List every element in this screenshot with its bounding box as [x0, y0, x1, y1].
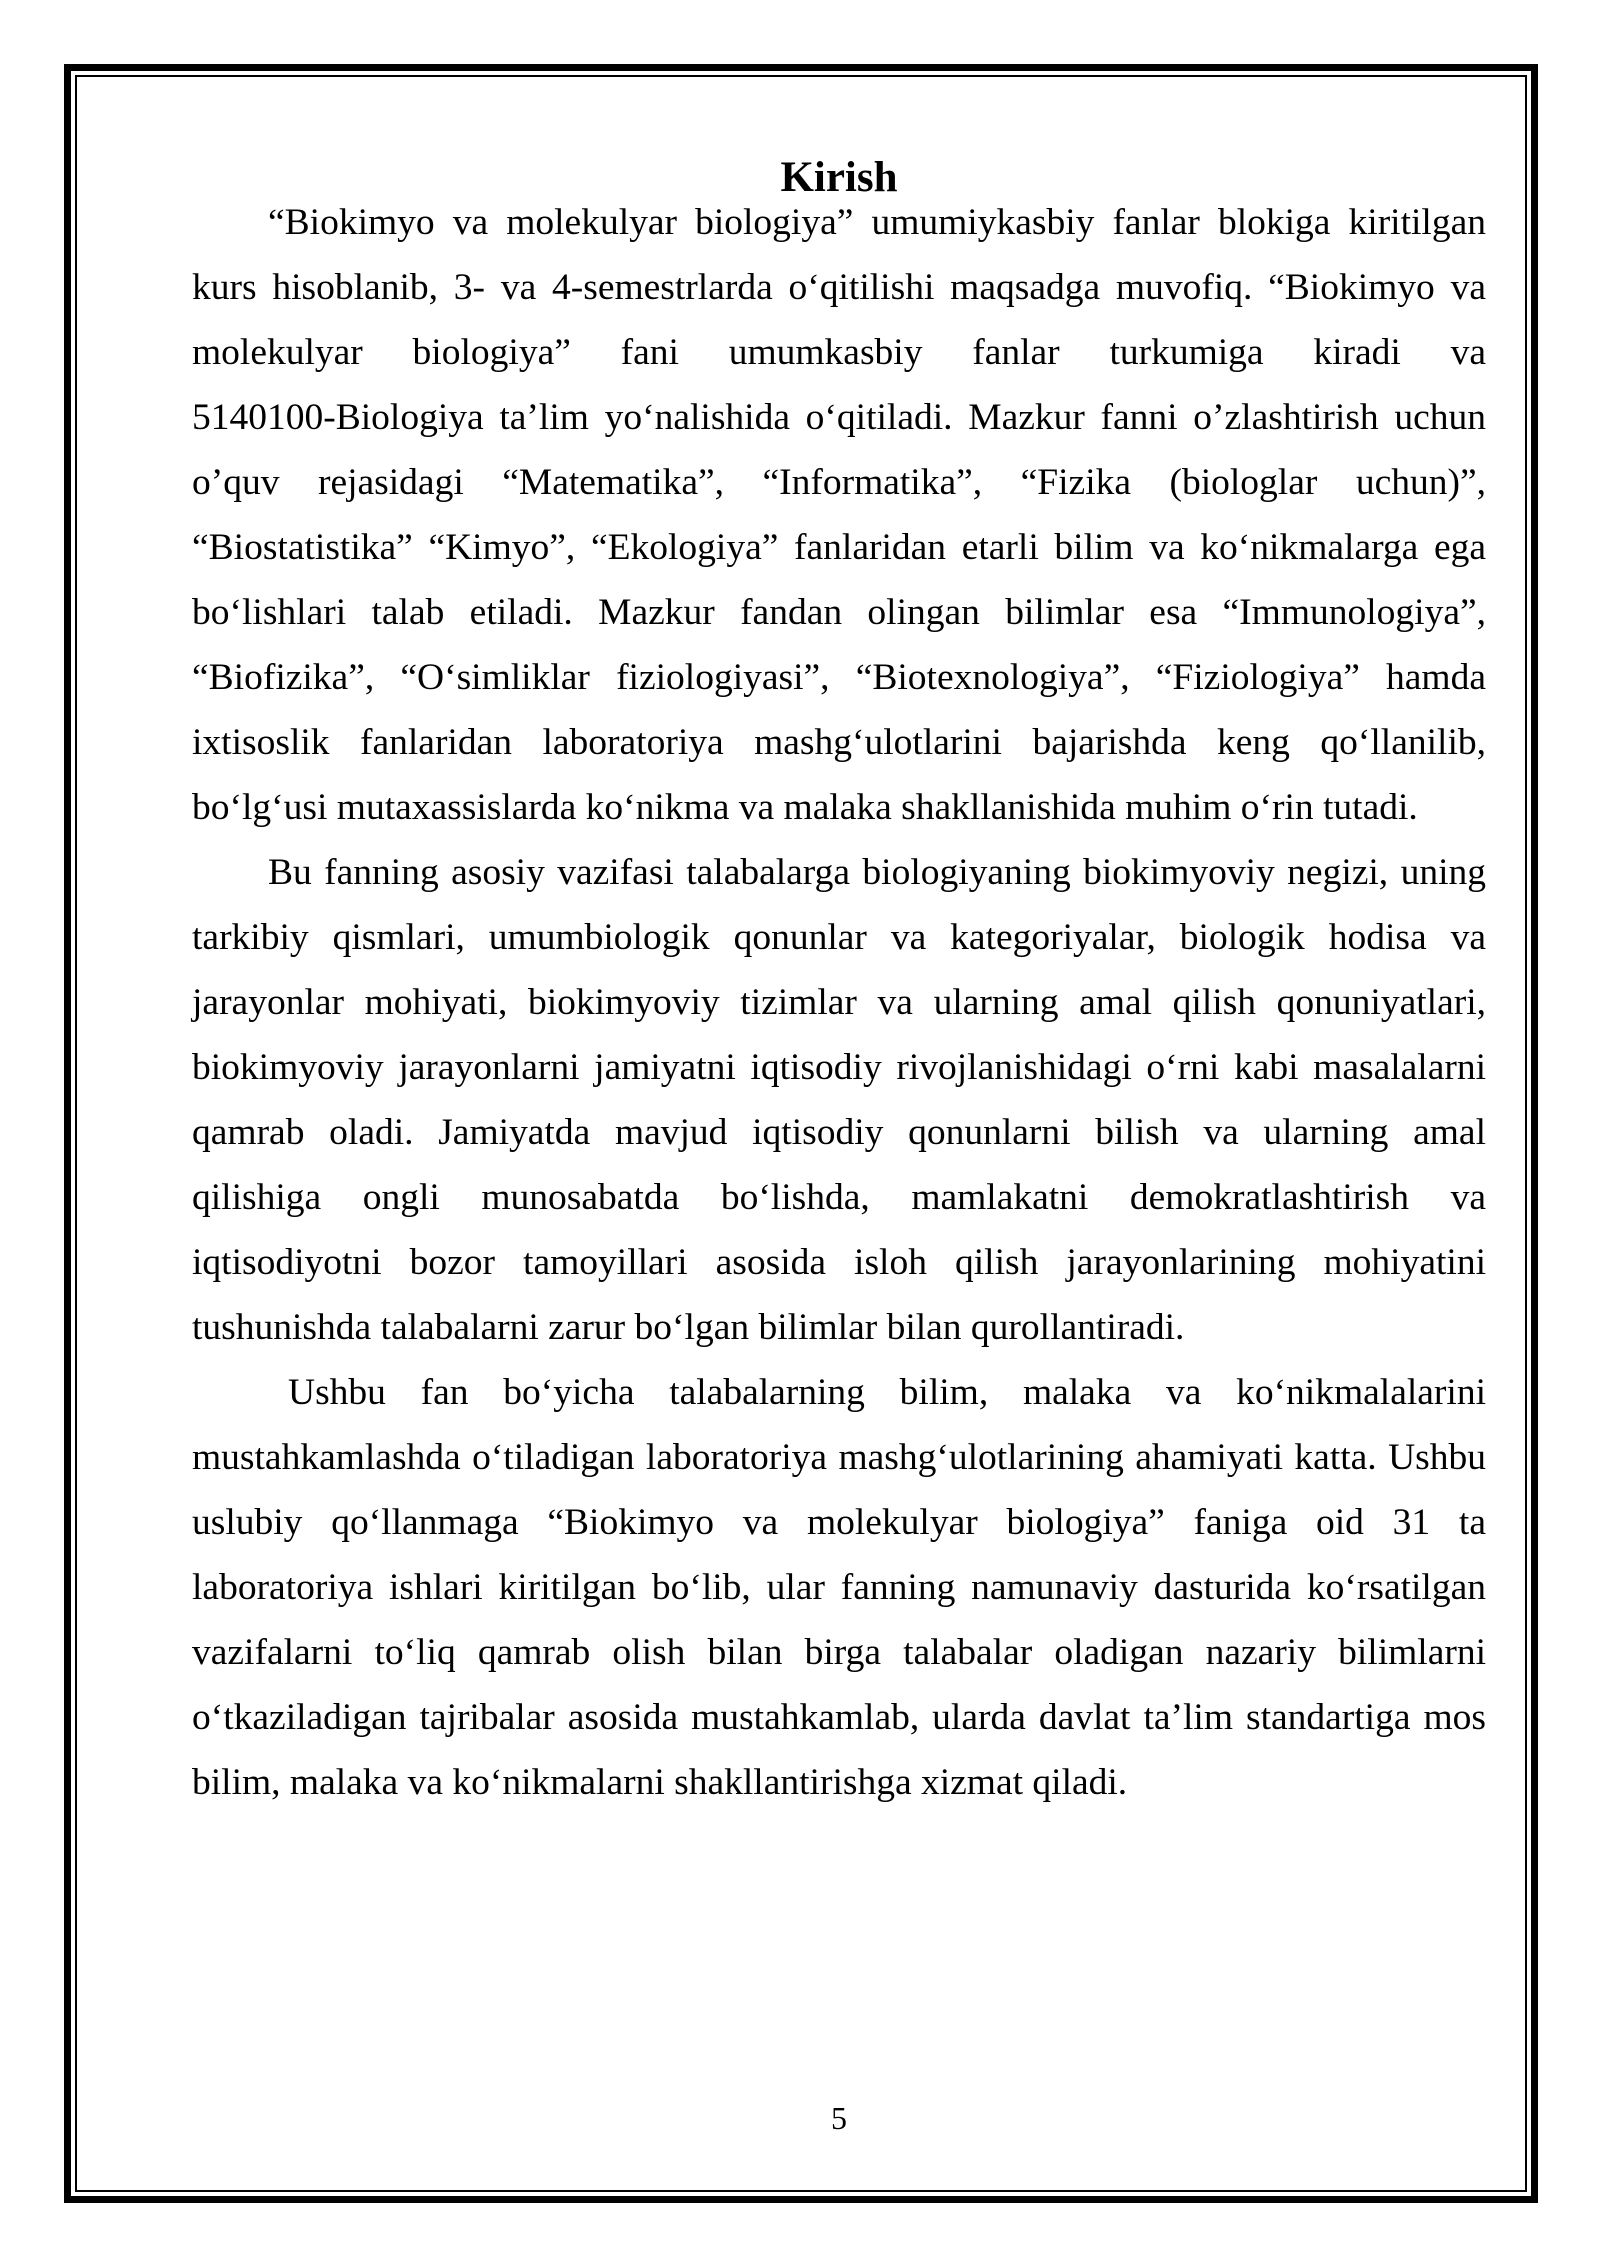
- paragraph-line: mustahkamlashda o‘tiladigan laboratoriya mashg‘ulotlarining ahamiyati katta. Ushbu: [192, 1437, 1486, 1478]
- paragraph-line: 5140100-Biologiya ta’lim yo‘nalishida o‘qitiladi. Mazkur fanni o’zlashtirish uchun: [192, 397, 1486, 438]
- paragraph-line: laboratoriya ishlari kiritilgan bo‘lib, ular fanning namunaviy dasturida ko‘rsatilgan: [192, 1567, 1486, 1608]
- paragraph-line: bilim, malaka va ko‘nikmalarni shakllantirishga xizmat qiladi.: [192, 1762, 1128, 1803]
- paragraph-line: Bu fanning asosiy vazifasi talabalarga biologiyaning biokimyoviy negizi, uning: [268, 852, 1486, 893]
- paragraph-line: jarayonlar mohiyati, biokimyoviy tizimlar va ularning amal qilish qonuniyatlari,: [192, 982, 1486, 1023]
- paragraph-line: qamrab oladi. Jamiyatda mavjud iqtisodiy qonunlarni bilish va ularning amal: [192, 1112, 1486, 1153]
- paragraph-line: bo‘lishlari talab etiladi. Mazkur fandan olingan bilimlar esa “Immunologiya”,: [192, 592, 1486, 633]
- paragraph-2: [192, 840, 1486, 1360]
- paragraph-line: biokimyoviy jarayonlarni jamiyatni iqtisodiy rivojlanishidagi o‘rni kabi masalalarni: [192, 1047, 1486, 1088]
- paragraph-line: o‘tkaziladigan tajribalar asosida mustahkamlab, ularda davlat ta’lim standartiga mos: [192, 1697, 1486, 1738]
- paragraph-line: o’quv rejasidagi “Matematika”, “Informatika”, “Fizika (biologlar uchun)”,: [192, 462, 1486, 503]
- paragraph-line: vazifalarni to‘liq qamrab olish bilan birga talabalar oladigan nazariy bilimlarni: [192, 1632, 1486, 1673]
- paragraph-line: tarkibiy qismlari, umumbiologik qonunlar va kategoriyalar, biologik hodisa va: [192, 917, 1486, 958]
- page-number: 5: [831, 2100, 847, 2136]
- paragraph-line: molekulyar biologiya” fani umumkasbiy fanlar turkumiga kiradi va: [192, 332, 1486, 373]
- paragraph-line: tushunishda talabalarni zarur bo‘lgan bilimlar bilan qurollantiradi.: [192, 1307, 1185, 1348]
- paragraph-line: ixtisoslik fanlaridan laboratoriya mashg‘ulotlarini bajarishda keng qo‘llanilib,: [192, 722, 1486, 763]
- paragraph-line: bo‘lg‘usi mutaxassislarda ko‘nikma va malaka shakllanishida muhim o‘rin tutadi.: [192, 787, 1418, 828]
- paragraph-line: “Biostatistika” “Kimyo”, “Ekologiya” fanlaridan etarli bilim va ko‘nikmalarga ega: [192, 527, 1486, 568]
- page-title: Kirish: [780, 154, 898, 201]
- paragraph-3: [192, 1360, 1486, 1815]
- paragraph-line: “Biokimyo va molekulyar biologiya” umumiykasbiy fanlar blokiga kiritilgan: [268, 202, 1486, 243]
- paragraph-1: [192, 190, 1486, 840]
- paragraph-line: qilishiga ongli munosabatda bo‘lishda, mamlakatni demokratlashtirish va: [192, 1177, 1486, 1218]
- document-body: [192, 190, 1486, 1815]
- paragraph-line: “Biofizika”, “O‘simliklar fiziologiyasi”, “Biotexnologiya”, “Fiziologiya” hamda: [192, 657, 1486, 698]
- paragraph-line: iqtisodiyotni bozor tamoyillari asosida isloh qilish jarayonlarining mohiyatini: [192, 1242, 1486, 1283]
- paragraph-line: kurs hisoblanib, 3- va 4-semestrlarda o‘qitilishi maqsadga muvofiq. “Biokimyo va: [192, 267, 1486, 308]
- paragraph-line: uslubiy qo‘llanmaga “Biokimyo va molekulyar biologiya” faniga oid 31 ta: [192, 1502, 1486, 1543]
- paragraph-line: Ushbu fan bo‘yicha talabalarning bilim, malaka va ko‘nikmalalarini: [288, 1372, 1486, 1413]
